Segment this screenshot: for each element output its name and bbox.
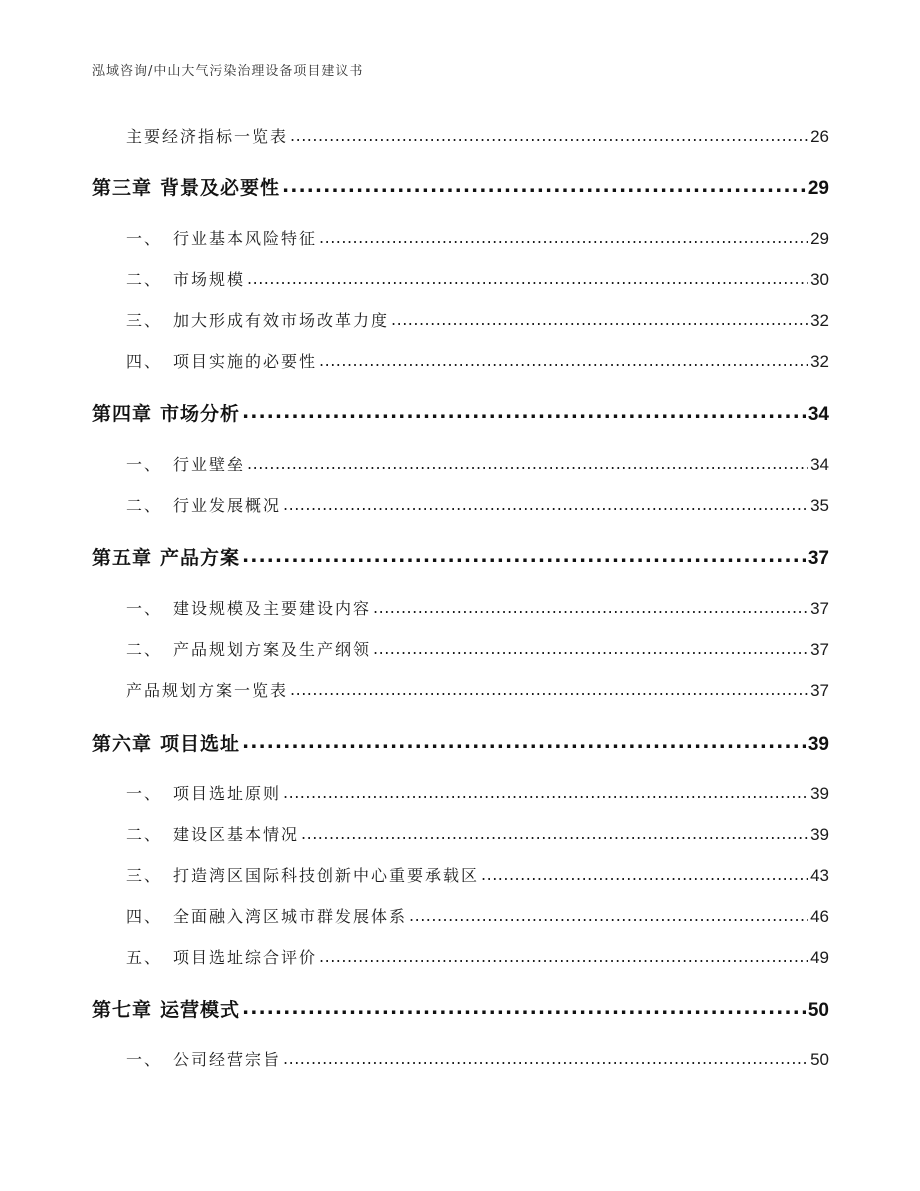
toc-entry-number: 一、 [126,599,163,618]
chapter-title: 背景及必要性 [160,177,281,199]
toc-entry-page: 34 [810,455,829,474]
dot-leader [283,1049,808,1065]
toc-entry-page: 43 [810,866,829,885]
toc-entry[interactable] [126,226,829,249]
toc-entry[interactable] [126,349,829,372]
dot-leader [242,401,806,420]
toc-entry-page: 46 [810,907,829,926]
dot-leader [373,639,808,655]
toc-chapter-7[interactable] [92,995,829,1022]
toc-entry-title: 行业发展概况 [173,496,282,515]
chapter-title: 运营模式 [160,999,241,1021]
toc-entry-title: 行业壁垒 [173,455,246,474]
dot-leader [481,865,808,881]
toc-entry[interactable] [126,452,829,475]
toc-entry-number: 二、 [126,825,163,844]
toc-entry[interactable] [126,863,829,886]
dot-leader [391,310,808,326]
toc-entry-title: 全面融入湾区城市群发展体系 [173,907,408,926]
toc-entry-title: 打造湾区国际科技创新中心重要承载区 [173,866,480,885]
toc-chapter-3[interactable] [92,173,829,200]
dot-leader [283,495,808,511]
dot-leader [247,454,808,470]
chapter-number: 第六章 [92,733,153,755]
toc-entry-page: 39 [810,784,829,803]
toc-entry[interactable] [126,945,829,968]
toc-entry[interactable] [126,1047,829,1070]
chapter-number: 第七章 [92,999,153,1021]
chapter-number: 第四章 [92,403,153,425]
toc-entry-number: 一、 [126,784,163,803]
toc-entry-page: 50 [810,1050,829,1069]
toc-entry-page: 32 [810,352,829,371]
dot-leader [283,783,808,799]
toc-entry-page: 26 [810,127,829,146]
toc-entry-title: 建设区基本情况 [173,825,300,844]
dot-leader [247,269,808,285]
chapter-number: 第三章 [92,177,153,199]
chapter-page: 39 [807,734,829,755]
dot-leader [242,731,806,750]
toc-entry-page: 35 [810,496,829,515]
toc-entry-number: 三、 [126,311,163,330]
chapter-title: 项目选址 [160,733,241,755]
toc-entry-title: 行业基本风险特征 [173,229,318,248]
dot-leader [282,175,806,194]
toc-entry-number: 五、 [126,948,163,967]
chapter-page: 34 [807,404,829,425]
toc-chapter-5[interactable] [92,543,829,570]
toc-entry-number: 一、 [126,1050,163,1069]
toc-entry[interactable] [126,904,829,927]
toc-entry-number: 一、 [126,229,163,248]
toc-entry-number: 二、 [126,496,163,515]
toc-entry-title: 产品规划方案及生产纲领 [173,640,372,659]
toc-entry[interactable] [126,267,829,290]
toc-entry-number: 一、 [126,455,163,474]
toc-entry-page: 29 [810,229,829,248]
dot-leader [319,351,808,367]
dot-leader [242,545,806,564]
toc-entry-title: 项目选址原则 [173,784,282,803]
toc-entry-title: 加大形成有效市场改革力度 [173,311,390,330]
toc-chapter-6[interactable] [92,729,829,756]
toc-entry-page: 32 [810,311,829,330]
toc-entry-page: 30 [810,270,829,289]
dot-leader [301,824,808,840]
toc-entry-number: 二、 [126,640,163,659]
dot-leader [242,997,806,1016]
toc-entry[interactable] [126,308,829,331]
chapter-page: 50 [807,1000,829,1021]
toc-entry-page: 49 [810,948,829,967]
toc-entry-page: 37 [810,599,829,618]
toc-entry[interactable] [126,781,829,804]
dot-leader [319,228,808,244]
chapter-number: 第五章 [92,547,153,569]
toc-entry-number: 四、 [126,907,163,926]
chapter-page: 37 [807,548,829,569]
toc-entry[interactable] [126,822,829,845]
toc-entry-page: 37 [810,681,829,700]
dot-leader [290,126,808,142]
toc-entry-title: 主要经济指标一览表 [126,127,289,146]
toc-entry-page: 37 [810,640,829,659]
dot-leader [319,947,808,963]
chapter-page: 29 [807,178,829,199]
toc-entry-title: 产品规划方案一览表 [126,681,289,700]
toc-entry-product-plan-table[interactable] [126,678,829,701]
toc-entry[interactable] [126,596,829,619]
toc-entry-page: 39 [810,825,829,844]
chapter-title: 产品方案 [160,547,241,569]
toc-entry-number: 二、 [126,270,163,289]
toc-entry[interactable] [126,637,829,660]
toc-entry-key-indicators[interactable] [126,124,829,147]
toc-entry-title: 公司经营宗旨 [173,1050,282,1069]
toc-entry-title: 项目实施的必要性 [173,352,318,371]
dot-leader [373,598,808,614]
dot-leader [409,906,808,922]
dot-leader [290,680,808,696]
toc-entry[interactable] [126,493,829,516]
toc-chapter-4[interactable] [92,399,829,426]
toc-entry-number: 三、 [126,866,163,885]
toc-entry-title: 建设规模及主要建设内容 [173,599,372,618]
toc-entry-title: 市场规模 [173,270,246,289]
page-header: 泓域咨询/中山大气污染治理设备项目建议书 [92,64,364,79]
toc-entry-number: 四、 [126,352,163,371]
toc-entry-title: 项目选址综合评价 [173,948,318,967]
chapter-title: 市场分析 [160,403,241,425]
